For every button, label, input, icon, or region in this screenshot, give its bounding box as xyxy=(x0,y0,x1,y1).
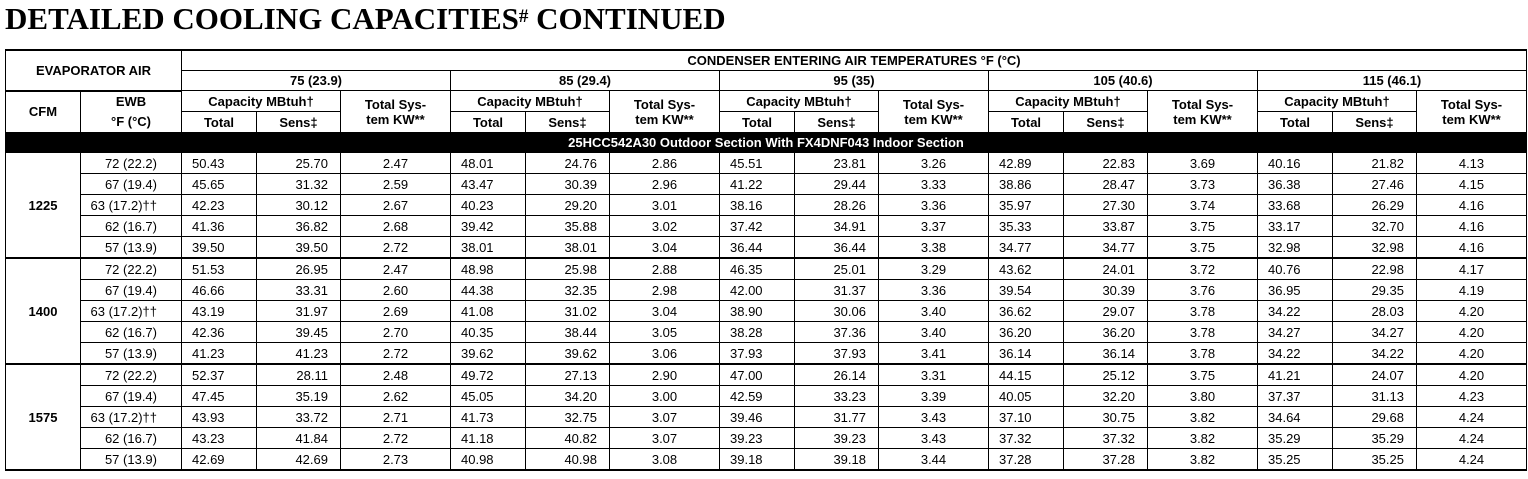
total-cell: 46.35 xyxy=(720,258,795,280)
kw-cell: 2.62 xyxy=(341,386,451,407)
total-cell: 42.23 xyxy=(182,195,257,216)
total-cell: 34.64 xyxy=(1258,407,1333,428)
table-row xyxy=(6,195,1527,216)
kw-cell: 3.69 xyxy=(1148,153,1258,174)
total-cell: 39.42 xyxy=(451,216,526,237)
kw-cell: 2.90 xyxy=(610,364,720,386)
sens-cell: 39.50 xyxy=(257,237,341,259)
total-sys-kw-header: Total Sys- tem KW** xyxy=(341,91,451,133)
sens-cell: 28.03 xyxy=(1333,301,1417,322)
sens-cell: 38.01 xyxy=(526,237,610,259)
kw-cell: 3.73 xyxy=(1148,174,1258,195)
kw-cell: 2.68 xyxy=(341,216,451,237)
total-cell: 41.36 xyxy=(182,216,257,237)
sens-cell: 25.70 xyxy=(257,153,341,174)
kw-cell: 3.36 xyxy=(879,195,989,216)
total-sys-kw-header: Total Sys- tem KW** xyxy=(1417,91,1527,133)
sens-cell: 32.20 xyxy=(1064,386,1148,407)
sens-cell: 39.18 xyxy=(795,449,879,471)
sens-cell: 36.14 xyxy=(1064,343,1148,365)
sens-cell: 30.75 xyxy=(1064,407,1148,428)
sens-cell: 30.39 xyxy=(1064,280,1148,301)
total-cell: 46.66 xyxy=(182,280,257,301)
sens-cell: 27.46 xyxy=(1333,174,1417,195)
total-cell: 37.10 xyxy=(989,407,1064,428)
cfm-cell: 1225 xyxy=(6,153,81,259)
sens-cell: 37.32 xyxy=(1064,428,1148,449)
ewb-cell: 72 (22.2) xyxy=(81,153,182,174)
total-cell: 39.18 xyxy=(720,449,795,471)
page-title: DETAILED COOLING CAPACITIES# CONTINUED xyxy=(5,1,726,36)
total-cell: 48.01 xyxy=(451,153,526,174)
condenser-temp-header: CONDENSER ENTERING AIR TEMPERATURES °F (°C) xyxy=(182,50,1527,71)
total-cell: 41.18 xyxy=(451,428,526,449)
kw-cell: 3.33 xyxy=(879,174,989,195)
sens-cell: 39.23 xyxy=(795,428,879,449)
total-cell: 37.93 xyxy=(720,343,795,365)
sens-header: Sens‡ xyxy=(1333,112,1417,133)
total-cell: 38.86 xyxy=(989,174,1064,195)
kw-cell: 3.78 xyxy=(1148,322,1258,343)
total-cell: 38.28 xyxy=(720,322,795,343)
sens-cell: 27.30 xyxy=(1064,195,1148,216)
total-cell: 48.98 xyxy=(451,258,526,280)
ewb-cell: 62 (16.7) xyxy=(81,322,182,343)
total-sys-kw-header: Total Sys- tem KW** xyxy=(610,91,720,133)
total-cell: 43.62 xyxy=(989,258,1064,280)
total-cell: 42.00 xyxy=(720,280,795,301)
sens-cell: 25.01 xyxy=(795,258,879,280)
sens-cell: 24.01 xyxy=(1064,258,1148,280)
kw-cell: 4.24 xyxy=(1417,449,1527,471)
kw-cell: 2.71 xyxy=(341,407,451,428)
total-cell: 36.38 xyxy=(1258,174,1333,195)
kw-cell: 3.29 xyxy=(879,258,989,280)
kw-cell: 3.26 xyxy=(879,153,989,174)
kw-cell: 2.72 xyxy=(341,237,451,259)
total-cell: 39.46 xyxy=(720,407,795,428)
ewb-cell: 62 (16.7) xyxy=(81,428,182,449)
table-row xyxy=(6,280,1527,301)
total-cell: 37.42 xyxy=(720,216,795,237)
sens-header: Sens‡ xyxy=(526,112,610,133)
kw-cell: 4.24 xyxy=(1417,428,1527,449)
table-row xyxy=(6,174,1527,195)
sens-cell: 34.27 xyxy=(1333,322,1417,343)
kw-cell: 3.40 xyxy=(879,301,989,322)
sens-cell: 22.83 xyxy=(1064,153,1148,174)
total-cell: 40.98 xyxy=(451,449,526,471)
ewb-cell: 57 (13.9) xyxy=(81,343,182,365)
kw-cell: 3.75 xyxy=(1148,364,1258,386)
total-cell: 33.68 xyxy=(1258,195,1333,216)
sens-cell: 28.47 xyxy=(1064,174,1148,195)
sens-cell: 34.91 xyxy=(795,216,879,237)
total-cell: 41.22 xyxy=(720,174,795,195)
total-cell: 42.89 xyxy=(989,153,1064,174)
ewb-cell: 72 (22.2) xyxy=(81,364,182,386)
total-cell: 44.38 xyxy=(451,280,526,301)
kw-cell: 3.82 xyxy=(1148,428,1258,449)
sens-cell: 29.20 xyxy=(526,195,610,216)
kw-cell: 3.00 xyxy=(610,386,720,407)
total-cell: 43.47 xyxy=(451,174,526,195)
sens-cell: 25.98 xyxy=(526,258,610,280)
total-cell: 40.76 xyxy=(1258,258,1333,280)
capacity-header: Capacity MBtuh† xyxy=(1258,91,1417,112)
kw-cell: 3.04 xyxy=(610,301,720,322)
total-sys-kw-header: Total Sys- tem KW** xyxy=(879,91,989,133)
total-cell: 44.15 xyxy=(989,364,1064,386)
sens-cell: 31.02 xyxy=(526,301,610,322)
table-row xyxy=(6,343,1527,365)
capacity-header: Capacity MBtuh† xyxy=(451,91,610,112)
total-cell: 45.05 xyxy=(451,386,526,407)
kw-cell: 3.75 xyxy=(1148,237,1258,259)
cfm-cell: 1575 xyxy=(6,364,81,470)
kw-cell: 2.73 xyxy=(341,449,451,471)
kw-cell: 2.69 xyxy=(341,301,451,322)
sens-cell: 41.23 xyxy=(257,343,341,365)
table-row xyxy=(6,258,1527,280)
ewb-cell: 57 (13.9) xyxy=(81,449,182,471)
sens-cell: 37.28 xyxy=(1064,449,1148,471)
sens-cell: 33.31 xyxy=(257,280,341,301)
kw-cell: 4.16 xyxy=(1417,216,1527,237)
total-header: Total xyxy=(451,112,526,133)
total-cell: 38.90 xyxy=(720,301,795,322)
sens-cell: 26.29 xyxy=(1333,195,1417,216)
ewb-header: EWB xyxy=(81,91,182,112)
total-cell: 41.08 xyxy=(451,301,526,322)
kw-cell: 2.47 xyxy=(341,258,451,280)
kw-cell: 3.44 xyxy=(879,449,989,471)
sens-cell: 40.98 xyxy=(526,449,610,471)
sens-cell: 32.98 xyxy=(1333,237,1417,259)
sens-cell: 32.75 xyxy=(526,407,610,428)
capacity-header: Capacity MBtuh† xyxy=(720,91,879,112)
ewb-unit-header: °F (°C) xyxy=(81,112,182,133)
total-header: Total xyxy=(989,112,1064,133)
table-row xyxy=(6,386,1527,407)
total-cell: 43.23 xyxy=(182,428,257,449)
total-cell: 40.16 xyxy=(1258,153,1333,174)
total-cell: 38.01 xyxy=(451,237,526,259)
kw-cell: 4.20 xyxy=(1417,364,1527,386)
kw-cell: 2.86 xyxy=(610,153,720,174)
total-header: Total xyxy=(1258,112,1333,133)
total-cell: 35.97 xyxy=(989,195,1064,216)
section-label: 25HCC542A30 Outdoor Section With FX4DNF043 Indoor Section xyxy=(6,133,1527,153)
total-cell: 34.77 xyxy=(989,237,1064,259)
total-cell: 34.22 xyxy=(1258,343,1333,365)
sens-header: Sens‡ xyxy=(1064,112,1148,133)
total-cell: 36.20 xyxy=(989,322,1064,343)
table-row xyxy=(6,153,1527,174)
kw-cell: 3.37 xyxy=(879,216,989,237)
cfm-cell: 1400 xyxy=(6,258,81,364)
ewb-cell: 62 (16.7) xyxy=(81,216,182,237)
cooling-capacities-table xyxy=(5,49,1527,471)
sens-cell: 27.13 xyxy=(526,364,610,386)
sens-cell: 30.39 xyxy=(526,174,610,195)
total-cell: 43.19 xyxy=(182,301,257,322)
table-row xyxy=(6,237,1527,259)
kw-cell: 3.82 xyxy=(1148,449,1258,471)
total-cell: 33.17 xyxy=(1258,216,1333,237)
total-cell: 37.37 xyxy=(1258,386,1333,407)
kw-cell: 3.75 xyxy=(1148,216,1258,237)
sens-cell: 35.25 xyxy=(1333,449,1417,471)
kw-cell: 4.20 xyxy=(1417,343,1527,365)
kw-cell: 4.16 xyxy=(1417,237,1527,259)
kw-cell: 3.78 xyxy=(1148,343,1258,365)
sens-cell: 31.77 xyxy=(795,407,879,428)
total-cell: 32.98 xyxy=(1258,237,1333,259)
sens-cell: 31.37 xyxy=(795,280,879,301)
kw-cell: 4.15 xyxy=(1417,174,1527,195)
kw-cell: 3.82 xyxy=(1148,407,1258,428)
sens-cell: 29.07 xyxy=(1064,301,1148,322)
total-cell: 52.37 xyxy=(182,364,257,386)
sens-cell: 33.72 xyxy=(257,407,341,428)
kw-cell: 2.72 xyxy=(341,343,451,365)
sens-cell: 28.11 xyxy=(257,364,341,386)
kw-cell: 3.07 xyxy=(610,428,720,449)
sens-cell: 28.26 xyxy=(795,195,879,216)
total-cell: 38.16 xyxy=(720,195,795,216)
sens-cell: 39.62 xyxy=(526,343,610,365)
sens-header: Sens‡ xyxy=(795,112,879,133)
kw-cell: 3.39 xyxy=(879,386,989,407)
kw-cell: 3.31 xyxy=(879,364,989,386)
kw-cell: 2.70 xyxy=(341,322,451,343)
total-cell: 40.23 xyxy=(451,195,526,216)
sens-cell: 36.44 xyxy=(795,237,879,259)
kw-cell: 4.20 xyxy=(1417,322,1527,343)
total-cell: 41.21 xyxy=(1258,364,1333,386)
kw-cell: 3.43 xyxy=(879,407,989,428)
sens-cell: 34.20 xyxy=(526,386,610,407)
sens-cell: 40.82 xyxy=(526,428,610,449)
table-row xyxy=(6,364,1527,386)
kw-cell: 4.19 xyxy=(1417,280,1527,301)
sens-cell: 29.68 xyxy=(1333,407,1417,428)
kw-cell: 2.60 xyxy=(341,280,451,301)
sens-cell: 41.84 xyxy=(257,428,341,449)
total-cell: 39.62 xyxy=(451,343,526,365)
capacity-header: Capacity MBtuh† xyxy=(182,91,341,112)
temp-header: 115 (46.1) xyxy=(1258,71,1527,91)
kw-cell: 2.59 xyxy=(341,174,451,195)
sens-cell: 31.13 xyxy=(1333,386,1417,407)
kw-cell: 4.16 xyxy=(1417,195,1527,216)
total-cell: 41.23 xyxy=(182,343,257,365)
sens-cell: 38.44 xyxy=(526,322,610,343)
kw-cell: 3.05 xyxy=(610,322,720,343)
kw-cell: 4.20 xyxy=(1417,301,1527,322)
total-header: Total xyxy=(182,112,257,133)
kw-cell: 4.23 xyxy=(1417,386,1527,407)
kw-cell: 3.01 xyxy=(610,195,720,216)
temp-header: 75 (23.9) xyxy=(182,71,451,91)
total-cell: 36.62 xyxy=(989,301,1064,322)
sens-cell: 42.69 xyxy=(257,449,341,471)
total-cell: 45.51 xyxy=(720,153,795,174)
total-cell: 37.32 xyxy=(989,428,1064,449)
sens-cell: 36.82 xyxy=(257,216,341,237)
temp-header: 85 (29.4) xyxy=(451,71,720,91)
sens-cell: 24.76 xyxy=(526,153,610,174)
sens-cell: 35.19 xyxy=(257,386,341,407)
temp-header: 95 (35) xyxy=(720,71,989,91)
kw-cell: 2.88 xyxy=(610,258,720,280)
ewb-cell: 67 (19.4) xyxy=(81,386,182,407)
total-cell: 45.65 xyxy=(182,174,257,195)
kw-cell: 3.74 xyxy=(1148,195,1258,216)
kw-cell: 2.72 xyxy=(341,428,451,449)
total-cell: 36.44 xyxy=(720,237,795,259)
ewb-cell: 67 (19.4) xyxy=(81,174,182,195)
cfm-header: CFM xyxy=(6,91,81,133)
sens-cell: 21.82 xyxy=(1333,153,1417,174)
sens-cell: 34.77 xyxy=(1064,237,1148,259)
total-cell: 35.29 xyxy=(1258,428,1333,449)
kw-cell: 4.13 xyxy=(1417,153,1527,174)
total-cell: 47.45 xyxy=(182,386,257,407)
kw-cell: 3.78 xyxy=(1148,301,1258,322)
total-cell: 41.73 xyxy=(451,407,526,428)
kw-cell: 3.38 xyxy=(879,237,989,259)
total-cell: 34.27 xyxy=(1258,322,1333,343)
ewb-cell: 67 (19.4) xyxy=(81,280,182,301)
table-row xyxy=(6,216,1527,237)
total-cell: 39.23 xyxy=(720,428,795,449)
kw-cell: 2.48 xyxy=(341,364,451,386)
kw-cell: 4.17 xyxy=(1417,258,1527,280)
sens-cell: 34.22 xyxy=(1333,343,1417,365)
table-row xyxy=(6,449,1527,471)
ewb-cell: 72 (22.2) xyxy=(81,258,182,280)
kw-cell: 3.40 xyxy=(879,322,989,343)
sens-cell: 25.12 xyxy=(1064,364,1148,386)
total-cell: 36.95 xyxy=(1258,280,1333,301)
kw-cell: 3.41 xyxy=(879,343,989,365)
total-cell: 49.72 xyxy=(451,364,526,386)
evaporator-air-header: EVAPORATOR AIR xyxy=(6,50,182,91)
sens-cell: 29.44 xyxy=(795,174,879,195)
total-cell: 36.14 xyxy=(989,343,1064,365)
kw-cell: 3.80 xyxy=(1148,386,1258,407)
total-cell: 42.36 xyxy=(182,322,257,343)
sens-cell: 33.87 xyxy=(1064,216,1148,237)
sens-cell: 30.06 xyxy=(795,301,879,322)
total-cell: 35.25 xyxy=(1258,449,1333,471)
sens-cell: 39.45 xyxy=(257,322,341,343)
kw-cell: 3.02 xyxy=(610,216,720,237)
sens-cell: 36.20 xyxy=(1064,322,1148,343)
sens-cell: 29.35 xyxy=(1333,280,1417,301)
total-cell: 35.33 xyxy=(989,216,1064,237)
total-cell: 34.22 xyxy=(1258,301,1333,322)
kw-cell: 3.43 xyxy=(879,428,989,449)
sens-cell: 37.93 xyxy=(795,343,879,365)
total-cell: 50.43 xyxy=(182,153,257,174)
ewb-cell: 63 (17.2)†† xyxy=(81,407,182,428)
sens-cell: 31.32 xyxy=(257,174,341,195)
kw-cell: 2.98 xyxy=(610,280,720,301)
capacity-header: Capacity MBtuh† xyxy=(989,91,1148,112)
sens-cell: 32.70 xyxy=(1333,216,1417,237)
total-cell: 43.93 xyxy=(182,407,257,428)
kw-cell: 3.72 xyxy=(1148,258,1258,280)
sens-cell: 24.07 xyxy=(1333,364,1417,386)
sens-cell: 32.35 xyxy=(526,280,610,301)
total-cell: 39.50 xyxy=(182,237,257,259)
sens-cell: 26.14 xyxy=(795,364,879,386)
sens-cell: 26.95 xyxy=(257,258,341,280)
sens-cell: 22.98 xyxy=(1333,258,1417,280)
kw-cell: 3.36 xyxy=(879,280,989,301)
total-header: Total xyxy=(720,112,795,133)
sens-cell: 30.12 xyxy=(257,195,341,216)
table-row xyxy=(6,407,1527,428)
sens-cell: 23.81 xyxy=(795,153,879,174)
table-row xyxy=(6,301,1527,322)
kw-cell: 4.24 xyxy=(1417,407,1527,428)
kw-cell: 2.96 xyxy=(610,174,720,195)
kw-cell: 3.76 xyxy=(1148,280,1258,301)
kw-cell: 3.07 xyxy=(610,407,720,428)
total-cell: 42.59 xyxy=(720,386,795,407)
sens-cell: 31.97 xyxy=(257,301,341,322)
sens-cell: 33.23 xyxy=(795,386,879,407)
total-sys-kw-header: Total Sys- tem KW** xyxy=(1148,91,1258,133)
total-cell: 42.69 xyxy=(182,449,257,471)
table-row xyxy=(6,322,1527,343)
total-cell: 40.35 xyxy=(451,322,526,343)
sens-cell: 35.88 xyxy=(526,216,610,237)
temp-header: 105 (40.6) xyxy=(989,71,1258,91)
ewb-cell: 63 (17.2)†† xyxy=(81,301,182,322)
sens-cell: 35.29 xyxy=(1333,428,1417,449)
kw-cell: 3.08 xyxy=(610,449,720,471)
total-cell: 40.05 xyxy=(989,386,1064,407)
kw-cell: 3.04 xyxy=(610,237,720,259)
sens-header: Sens‡ xyxy=(257,112,341,133)
total-cell: 37.28 xyxy=(989,449,1064,471)
total-cell: 47.00 xyxy=(720,364,795,386)
ewb-cell: 57 (13.9) xyxy=(81,237,182,259)
ewb-cell: 63 (17.2)†† xyxy=(81,195,182,216)
total-cell: 39.54 xyxy=(989,280,1064,301)
total-cell: 51.53 xyxy=(182,258,257,280)
kw-cell: 2.47 xyxy=(341,153,451,174)
title-footnote-mark: # xyxy=(518,6,529,27)
table-row xyxy=(6,428,1527,449)
kw-cell: 2.67 xyxy=(341,195,451,216)
kw-cell: 3.06 xyxy=(610,343,720,365)
sens-cell: 37.36 xyxy=(795,322,879,343)
